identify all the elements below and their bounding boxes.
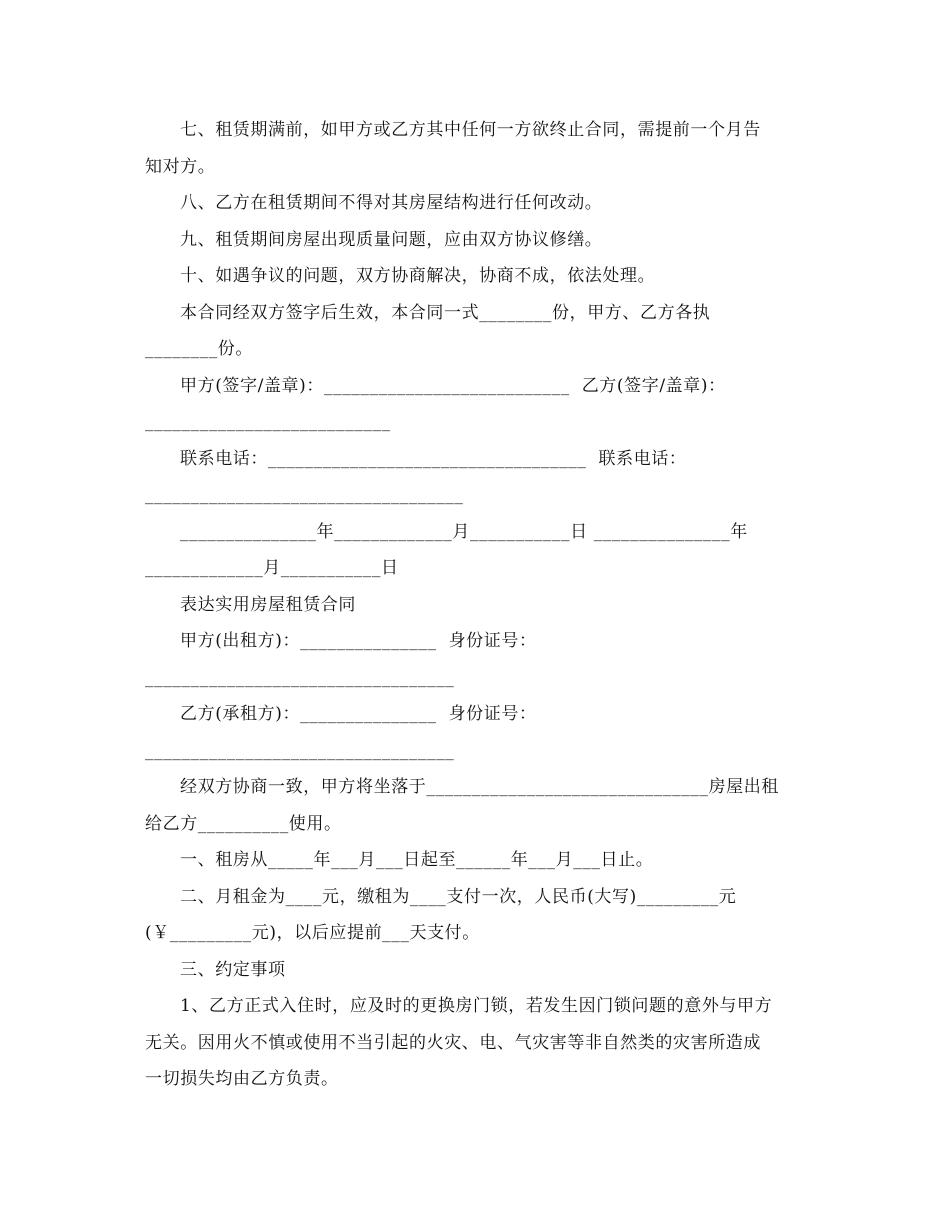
clause-9: 九、租赁期间房屋出现质量问题，应由双方协议修缮。 <box>180 229 603 250</box>
agreed-matters-heading: 三、约定事项 <box>180 959 286 980</box>
signature-line-1: 甲方(签字/盖章)：___________________________ 乙方(签字/盖章)： <box>180 375 726 396</box>
phone-line-1: 联系电话：___________________________________ 联系电话： <box>180 448 687 469</box>
clause-7-line-2: 知对方。 <box>145 156 216 177</box>
document-body <box>145 112 810 1098</box>
lessor-line-2: __________________________________ <box>145 667 455 688</box>
lessee-line-1: 乙方(承租方)：_______________ 身份证号： <box>180 704 537 724</box>
agreement-line-1: 经双方协商一致，甲方将坐落于_______________________________房屋出租 <box>180 777 779 797</box>
matter-1-line-1: 1、乙方正式入住时，应及时的更换房门锁，若发生因门锁问题的意外与甲方 <box>180 996 773 1016</box>
date-line-2: _____________月___________日 <box>145 558 399 578</box>
rent-clause-line-1: 二、月租金为____元，缴租为____支付一次，人民币(大写)_________元 <box>180 886 737 907</box>
effectiveness-line-2: ________份。 <box>145 339 253 359</box>
matter-1-line-3: 一切损失均由乙方负责。 <box>145 1069 339 1089</box>
clause-8: 八、乙方在租赁期间不得对其房屋结构进行任何改动。 <box>180 193 603 213</box>
clause-10: 十、如遇争议的问题，双方协商解决，协商不成，依法处理。 <box>180 266 656 286</box>
clause-7-line-1: 七、租赁期满前，如甲方或乙方其中任何一方欲终止合同，需提前一个月告 <box>180 120 761 140</box>
effectiveness-line-1: 本合同经双方签字后生效，本合同一式________份，甲方、乙方各执 <box>180 302 711 323</box>
date-line-1: _______________年_____________月___________日 _______________年 <box>180 521 748 542</box>
phone-line-2: ___________________________________ <box>145 485 464 505</box>
lessor-line-1: 甲方(出租方)：_______________ 身份证号： <box>180 631 537 651</box>
rent-clause-line-2: (￥_________元)，以后应提前___天支付。 <box>145 923 480 943</box>
term-clause: 一、租房从_____年___月___日起至______年___月___日止。 <box>180 850 654 870</box>
contract-title: 表达实用房屋租赁合同 <box>180 594 356 615</box>
signature-line-2: ___________________________ <box>145 412 391 432</box>
lessee-line-2: __________________________________ <box>145 740 455 761</box>
agreement-line-2: 给乙方__________使用。 <box>145 813 342 834</box>
matter-1-line-2: 无关。因用火不慎或使用不当引起的火灾、电、气灾害等非自然类的灾害所造成 <box>145 1032 761 1053</box>
